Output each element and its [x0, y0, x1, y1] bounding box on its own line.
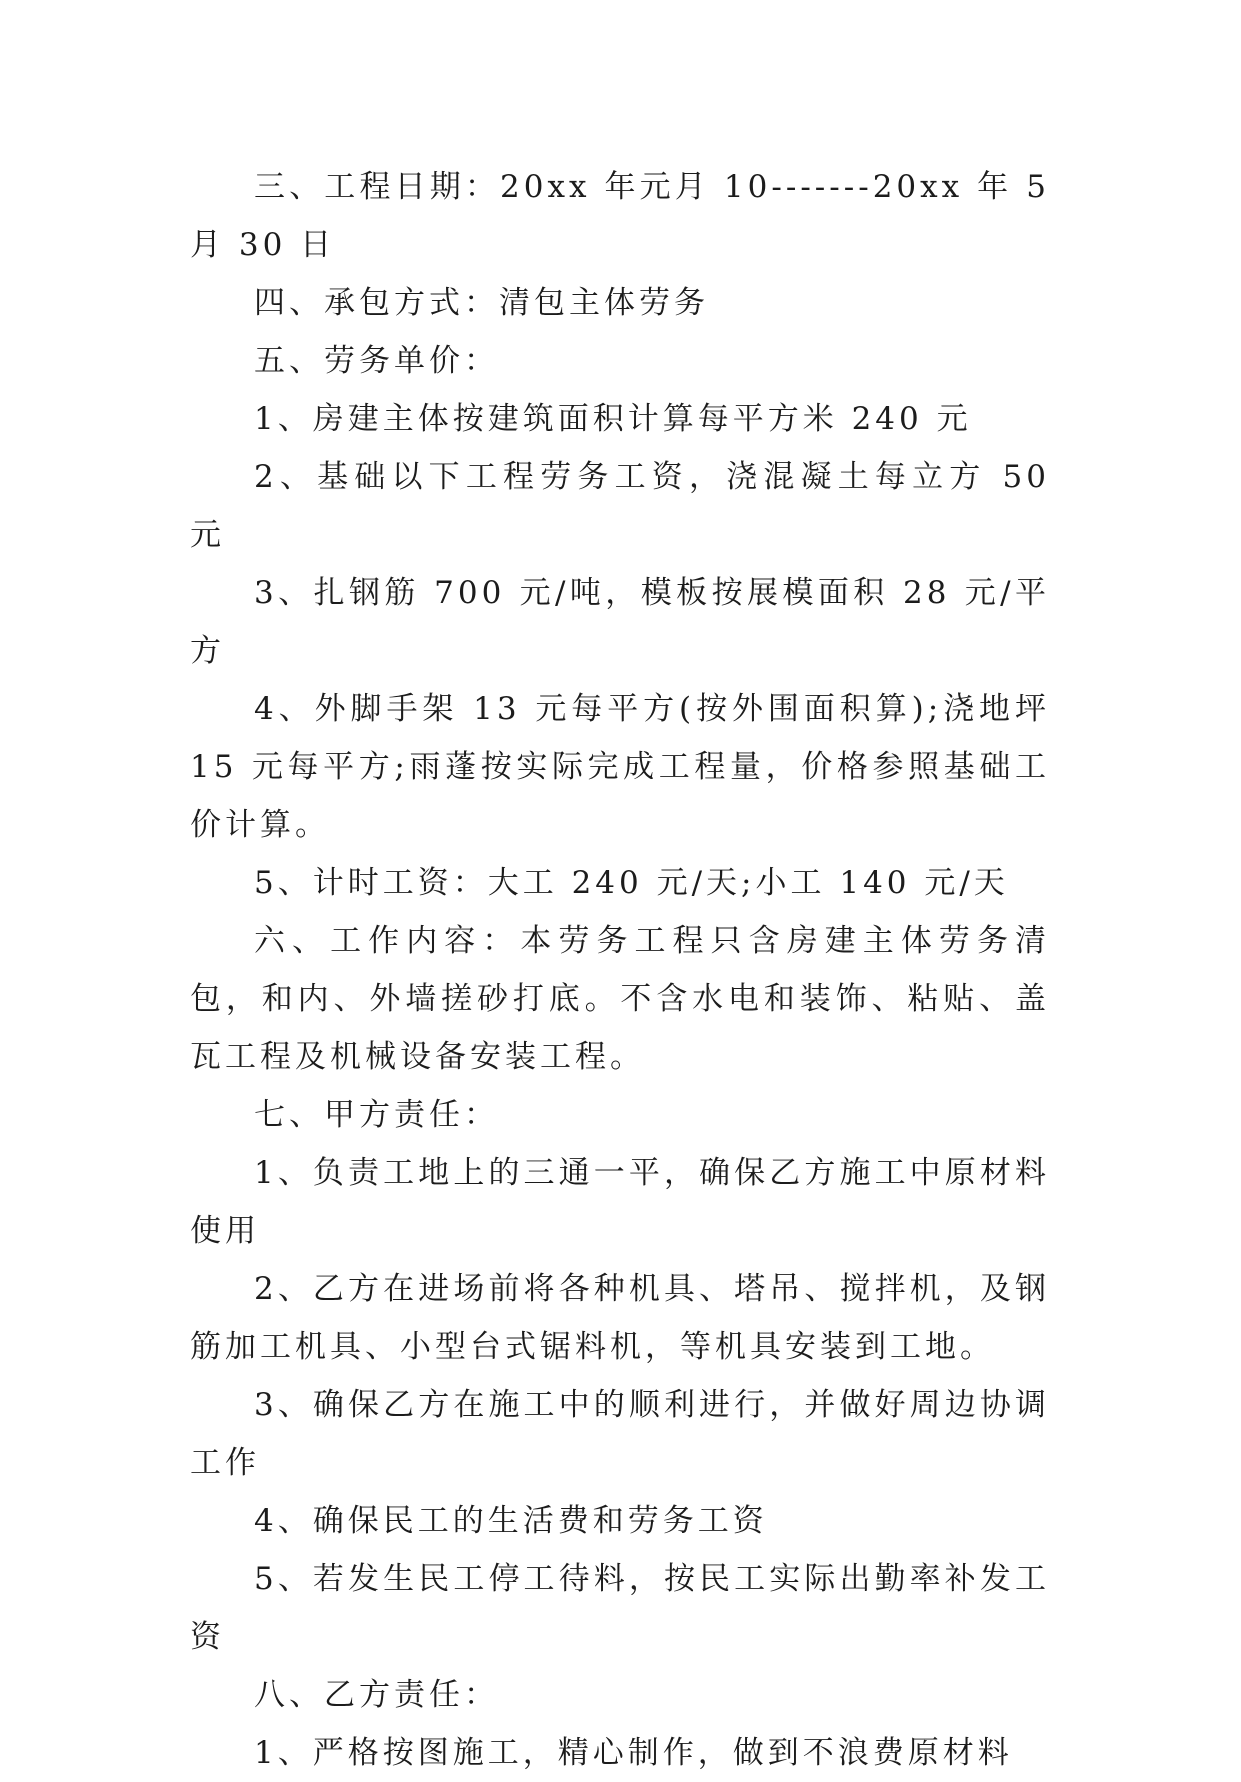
document-body [190, 158, 1050, 1782]
paragraph-price-item-5: 5、计时工资：大工 240 元/天;小工 140 元/天 [254, 865, 1009, 901]
paragraph-price-item-2: 2、基础以下工程劳务工资，浇混凝土每立方 50 元 [190, 459, 1050, 553]
paragraph-labor-price-heading: 五、劳务单价： [254, 343, 499, 379]
paragraph-party-a-item-2: 2、乙方在进场前将各种机具、塔吊、搅拌机，及钢筋加工机具、小型台式锯料机，等机具安装到工地。 [190, 1271, 1050, 1365]
paragraph-party-b-item-1: 1、严格按图施工，精心制作，做到不浪费原材料 [254, 1735, 1013, 1771]
paragraph-price-item-4: 4、外脚手架 13 元每平方(按外围面积算);浇地坪 15 元每平方;雨蓬按实际完成工程量，价格参照基础工价计算。 [190, 691, 1050, 843]
paragraph-party-a-item-5: 5、若发生民工停工待料，按民工实际出勤率补发工资 [190, 1561, 1050, 1655]
paragraph-contract-method: 四、承包方式：清包主体劳务 [254, 285, 709, 321]
paragraph-party-b-heading: 八、乙方责任： [254, 1677, 499, 1713]
paragraph-price-item-1: 1、房建主体按建筑面积计算每平方米 240 元 [254, 401, 972, 437]
paragraph-party-a-heading: 七、甲方责任： [254, 1097, 499, 1133]
paragraph-party-a-item-4: 4、确保民工的生活费和劳务工资 [254, 1503, 768, 1539]
paragraph-project-dates: 三、工程日期：20xx 年元月 10-------20xx 年 5 月 30 日 [190, 169, 1050, 263]
paragraph-work-content: 六、工作内容：本劳务工程只含房建主体劳务清包，和内、外墙搓砂打底。不含水电和装饰、粘贴、盖瓦工程及机械设备安装工程。 [190, 923, 1050, 1075]
paragraph-price-item-3: 3、扎钢筋 700 元/吨，模板按展模面积 28 元/平方 [190, 575, 1050, 669]
paragraph-party-a-item-3: 3、确保乙方在施工中的顺利进行，并做好周边协调工作 [190, 1387, 1050, 1481]
paragraph-party-a-item-1: 1、负责工地上的三通一平，确保乙方施工中原材料使用 [190, 1155, 1050, 1249]
